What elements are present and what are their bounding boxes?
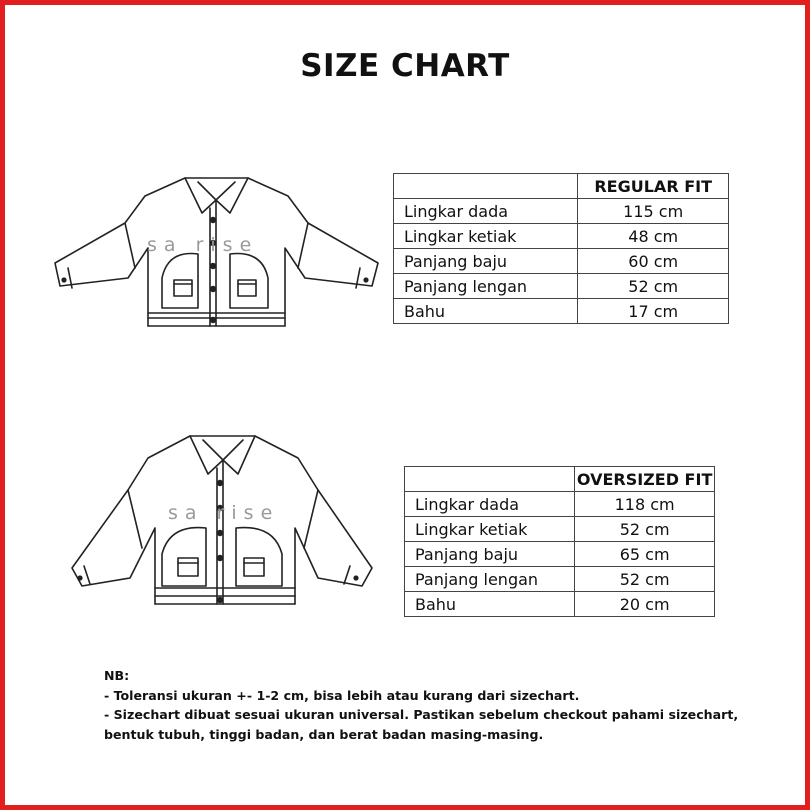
row-value: 60 cm bbox=[578, 249, 729, 274]
row-label: Lingkar ketiak bbox=[405, 517, 575, 542]
row-label: Lingkar dada bbox=[394, 199, 578, 224]
row-label: Bahu bbox=[405, 592, 575, 617]
oversized-fit-table bbox=[404, 466, 715, 617]
row-value: 48 cm bbox=[578, 224, 729, 249]
table-row bbox=[394, 249, 729, 274]
empty-header-cell bbox=[405, 467, 575, 492]
row-value: 17 cm bbox=[578, 299, 729, 324]
notes-section bbox=[104, 666, 744, 744]
row-value: 118 cm bbox=[575, 492, 715, 517]
table-row bbox=[405, 542, 715, 567]
row-value: 52 cm bbox=[575, 567, 715, 592]
table-row bbox=[405, 517, 715, 542]
row-label: Lingkar dada bbox=[405, 492, 575, 517]
row-value: 20 cm bbox=[575, 592, 715, 617]
table-row bbox=[405, 567, 715, 592]
table-header-row bbox=[394, 174, 729, 199]
row-label: Panjang lengan bbox=[394, 274, 578, 299]
regular-fit-table bbox=[393, 173, 729, 324]
empty-header-cell bbox=[394, 174, 578, 199]
table-row bbox=[394, 299, 729, 324]
table-row bbox=[394, 199, 729, 224]
notes-line: bentuk tubuh, tinggi badan, dan berat badan masing-masing. bbox=[104, 726, 544, 742]
row-value: 52 cm bbox=[575, 517, 715, 542]
regular-fit-header: REGULAR FIT bbox=[578, 174, 729, 199]
row-value: 65 cm bbox=[575, 542, 715, 567]
notes-line: - Sizechart dibuat sesuai ukuran universal. Pastikan sebelum checkout pahami sizechart, bbox=[104, 707, 739, 722]
notes-line: - Toleransi ukuran +- 1-2 cm, bisa lebih atau kurang dari sizechart. bbox=[104, 687, 580, 703]
regular-brand-watermark: sa rise bbox=[147, 234, 259, 256]
table-row bbox=[405, 592, 715, 617]
row-label: Panjang baju bbox=[394, 249, 578, 274]
notes-heading: NB: bbox=[104, 668, 130, 683]
row-value: 52 cm bbox=[578, 274, 729, 299]
page-title: SIZE CHART bbox=[300, 48, 510, 84]
oversized-fit-header: OVERSIZED FIT bbox=[575, 467, 715, 492]
row-label: Panjang baju bbox=[405, 542, 575, 567]
row-value: 115 cm bbox=[578, 199, 729, 224]
table-row bbox=[394, 274, 729, 299]
row-label: Bahu bbox=[394, 299, 578, 324]
table-header-row bbox=[405, 467, 715, 492]
row-label: Lingkar ketiak bbox=[394, 224, 578, 249]
oversized-brand-watermark: sa rise bbox=[168, 502, 280, 524]
table-row bbox=[405, 492, 715, 517]
table-row bbox=[394, 224, 729, 249]
row-label: Panjang lengan bbox=[405, 567, 575, 592]
